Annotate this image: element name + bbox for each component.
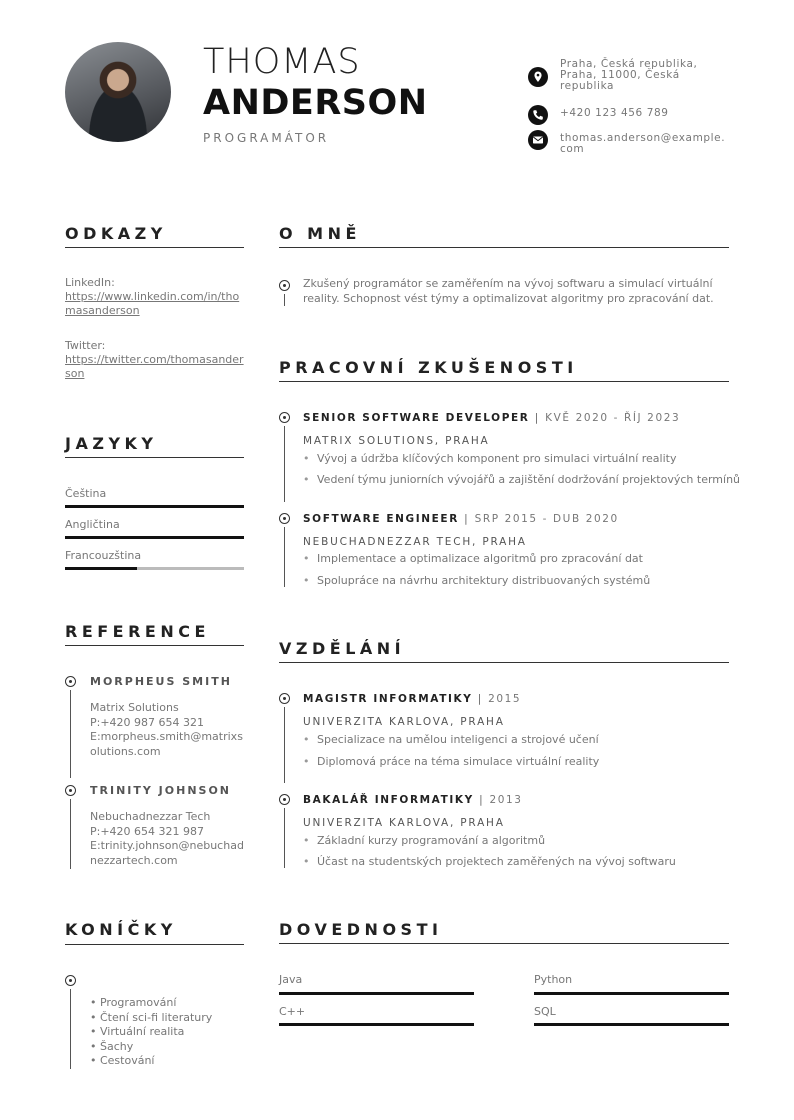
link-url-line[interactable]: masanderson (65, 304, 140, 317)
email (560, 133, 725, 155)
hobby-item: • Cestování (90, 1054, 155, 1067)
bullet-item: • Specializace na umělou inteligenci a strojové učení (303, 733, 599, 746)
language-level-fill (65, 536, 244, 539)
divider (65, 457, 244, 458)
education-heading: VZDĚLÁNÍ (279, 639, 406, 658)
email-line: com (560, 143, 585, 155)
divider (65, 944, 244, 945)
timeline-dot (279, 693, 290, 704)
timeline-line (284, 426, 285, 502)
divider (65, 247, 244, 248)
language-level-fill (65, 567, 137, 570)
timeline-dot (279, 513, 290, 524)
reference-details (90, 810, 244, 868)
about-text (303, 276, 743, 306)
reference-email: nezzartech.com (90, 853, 178, 867)
reference-company: Matrix Solutions (90, 701, 179, 714)
language-level-fill (65, 505, 244, 508)
company-name: NEBUCHADNEZZAR TECH, PRAHA (303, 536, 527, 548)
job-heading (303, 412, 680, 424)
skill-level-bar (534, 992, 729, 995)
separator: | (464, 513, 470, 525)
degree-year: 2013 (489, 794, 523, 806)
reference-email: E:trinity.johnson@nebuchad (90, 839, 244, 852)
hobby-item: • Šachy (90, 1039, 134, 1053)
timeline-line (70, 690, 71, 778)
bullet-item: • Spolupráce na návrhu architektury distribuovaných systémů (303, 574, 650, 587)
language-name: Francouzština (65, 549, 142, 562)
about-line: Zkušený programátor se zaměřením na vývoj softwaru a simulací virtuální (303, 277, 713, 290)
language-name: Angličtina (65, 518, 120, 531)
references-heading: REFERENCE (65, 622, 210, 641)
first-name: THOMAS (203, 42, 361, 82)
skill-level-fill (279, 992, 474, 995)
reference-phone: P:+420 987 654 321 (90, 715, 205, 729)
timeline-line (70, 989, 71, 1069)
phone: +420 123 456 789 (560, 107, 669, 119)
timeline-dot (279, 794, 290, 805)
timeline-dot (65, 676, 76, 687)
hobby-item: • Virtuální realita (90, 1025, 185, 1038)
location-pin-icon (528, 67, 548, 87)
bullet-item: • Vedení týmu juniorních vývojářů a zajištění dodržování projektových termínů (303, 473, 740, 486)
language-level-bar (65, 536, 244, 539)
school-name: UNIVERZITA KARLOVA, PRAHA (303, 716, 505, 728)
language-name: Čeština (65, 487, 107, 500)
divider (279, 943, 729, 944)
skill-level-bar (534, 1023, 729, 1026)
about-line: reality. Schopnost vést týmy a optimalizovat algoritmy pro zpracování dat. (303, 292, 714, 305)
timeline-line (284, 527, 285, 587)
email-line: thomas.anderson@example. (560, 132, 726, 144)
timeline-dot (65, 785, 76, 796)
degree-title: BAKALÁŘ INFORMATIKY (303, 794, 474, 806)
last-name: ANDERSON (203, 83, 428, 123)
about-heading: O MNĚ (279, 224, 361, 243)
envelope-icon (528, 130, 548, 150)
address-line: Praha, 11000, Česká (560, 69, 680, 81)
timeline-line (70, 799, 71, 869)
link-item-twitter (65, 339, 245, 381)
skill-level-bar (279, 992, 474, 995)
divider (279, 247, 729, 248)
link-label: Twitter: (65, 339, 106, 352)
profile-photo (65, 42, 171, 142)
link-url-line[interactable]: son (65, 367, 85, 380)
timeline-dot (279, 280, 290, 291)
link-url-line[interactable]: https://www.linkedin.com/in/tho (65, 290, 240, 303)
link-url-line[interactable]: https://twitter.com/thomasander (65, 353, 244, 366)
address-line: Praha, Česká republika, (560, 58, 698, 70)
skill-name: SQL (534, 1005, 556, 1018)
company-name: MATRIX SOLUTIONS, PRAHA (303, 435, 490, 447)
timeline-line (284, 707, 285, 783)
reference-name: TRINITY JOHNSON (90, 784, 231, 797)
skill-name: C++ (279, 1005, 306, 1018)
hobby-item: • Čtení sci-fi literatury (90, 1010, 213, 1024)
linkedin-link[interactable] (65, 290, 245, 318)
bullet-item: • Diplomová práce na téma simulace virtuální reality (303, 755, 599, 768)
reference-name: MORPHEUS SMITH (90, 675, 232, 688)
reference-email: olutions.com (90, 744, 161, 758)
degree-title: MAGISTR INFORMATIKY (303, 693, 473, 705)
bullet-item: • Základní kurzy programování a algoritmů (303, 834, 545, 847)
degree-heading (303, 794, 523, 806)
divider (279, 381, 729, 382)
hobby-item: • Programování (90, 996, 177, 1009)
skills-heading: DOVEDNOSTI (279, 920, 443, 939)
bullet-item: • Účast na studentských projektech zaměřených na vývoj softwaru (303, 855, 676, 868)
job-heading (303, 513, 619, 525)
skill-level-fill (279, 1023, 474, 1026)
experience-heading: PRACOVNÍ ZKUŠENOSTI (279, 358, 578, 377)
reference-company: Nebuchadnezzar Tech (90, 810, 211, 823)
reference-email: E:morpheus.smith@matrixs (90, 730, 243, 743)
twitter-link[interactable] (65, 353, 245, 381)
skill-level-fill (534, 1023, 729, 1026)
separator: | (534, 412, 540, 424)
link-item-linkedin (65, 276, 245, 318)
skill-name: Java (279, 973, 303, 986)
bullet-item: • Implementace a optimalizace algoritmů pro zpracování dat (303, 552, 643, 565)
phone-icon (528, 105, 548, 125)
reference-phone: P:+420 654 321 987 (90, 824, 205, 838)
address (560, 59, 697, 92)
hobbies-heading: KONÍČKY (65, 920, 177, 939)
reference-details (90, 701, 243, 759)
hobby-list (90, 996, 212, 1069)
separator: | (477, 693, 483, 705)
job-dates: SRP 2015 - DUB 2020 (474, 513, 619, 525)
language-level-bar (65, 567, 244, 570)
degree-year: 2015 (488, 693, 522, 705)
degree-heading (303, 693, 521, 705)
skill-name: Python (534, 973, 573, 986)
address-line: republika (560, 80, 615, 92)
skill-level-bar (279, 1023, 474, 1026)
timeline-dot (65, 975, 76, 986)
language-level-bar (65, 505, 244, 508)
skill-level-fill (534, 992, 729, 995)
languages-heading: JAZYKY (65, 434, 158, 453)
job-dates: KVĚ 2020 - ŘÍJ 2023 (545, 412, 681, 424)
timeline-line (284, 808, 285, 868)
timeline-dot (279, 412, 290, 423)
school-name: UNIVERZITA KARLOVA, PRAHA (303, 817, 505, 829)
links-heading: ODKAZY (65, 224, 167, 243)
job-title: SENIOR SOFTWARE DEVELOPER (303, 412, 530, 424)
job-title: PROGRAMÁTOR (203, 131, 330, 145)
divider (279, 662, 729, 663)
bullet-item: • Vývoj a údržba klíčových komponent pro simulaci virtuální reality (303, 452, 676, 465)
job-title: SOFTWARE ENGINEER (303, 513, 459, 525)
separator: | (479, 794, 485, 806)
timeline-line (284, 294, 285, 306)
link-label: LinkedIn: (65, 276, 115, 289)
divider (65, 645, 244, 646)
